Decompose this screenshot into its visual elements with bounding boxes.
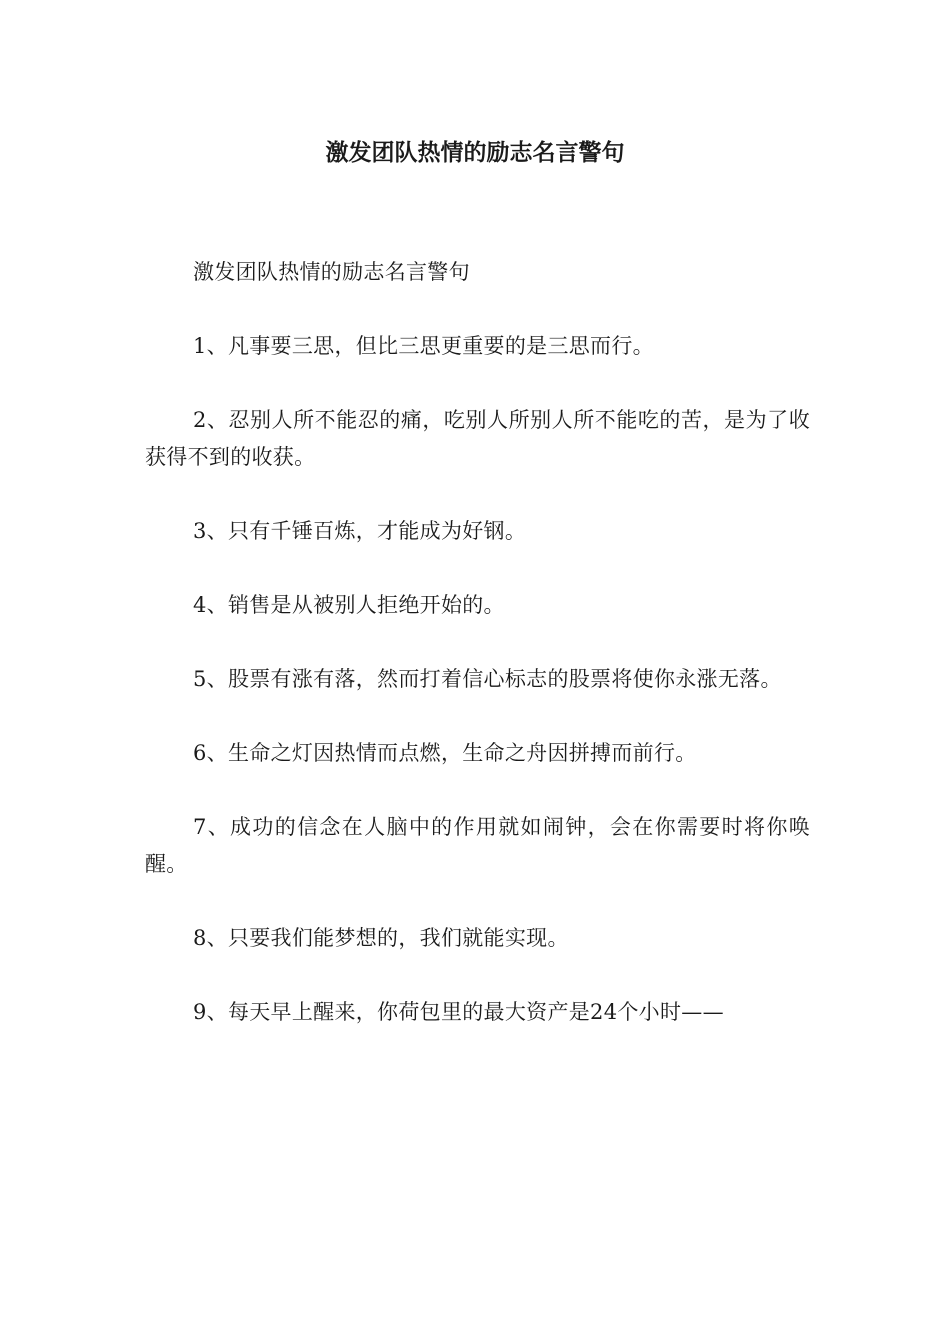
quote-2: 2、忍别人所不能忍的痛，吃别人所别人所不能吃的苦，是为了收获得不到的收获。 xyxy=(145,408,810,469)
document-title: 激发团队热情的励志名言警句 xyxy=(325,139,625,166)
quote-1: 1、凡事要三思，但比三思更重要的是三思而行。 xyxy=(193,334,654,358)
quote-5: 5、股票有涨有落，然而打着信心标志的股票将使你永涨无落。 xyxy=(193,667,782,691)
quote-8: 8、只要我们能梦想的，我们就能实现。 xyxy=(193,926,569,950)
document-body xyxy=(145,254,810,1068)
quote-3: 3、只有千锤百炼，才能成为好钢。 xyxy=(193,519,527,543)
quote-7: 7、成功的信念在人脑中的作用就如闹钟，会在你需要时将你唤醒。 xyxy=(145,815,810,876)
quote-4: 4、销售是从被别人拒绝开始的。 xyxy=(193,593,505,617)
paragraph-heading: 激发团队热情的励志名言警句 xyxy=(193,260,470,284)
quote-9: 9、每天早上醒来，你荷包里的最大资产是24个小时—— xyxy=(193,1000,724,1024)
quote-6: 6、生命之灯因热情而点燃，生命之舟因拼搏而前行。 xyxy=(193,741,697,765)
